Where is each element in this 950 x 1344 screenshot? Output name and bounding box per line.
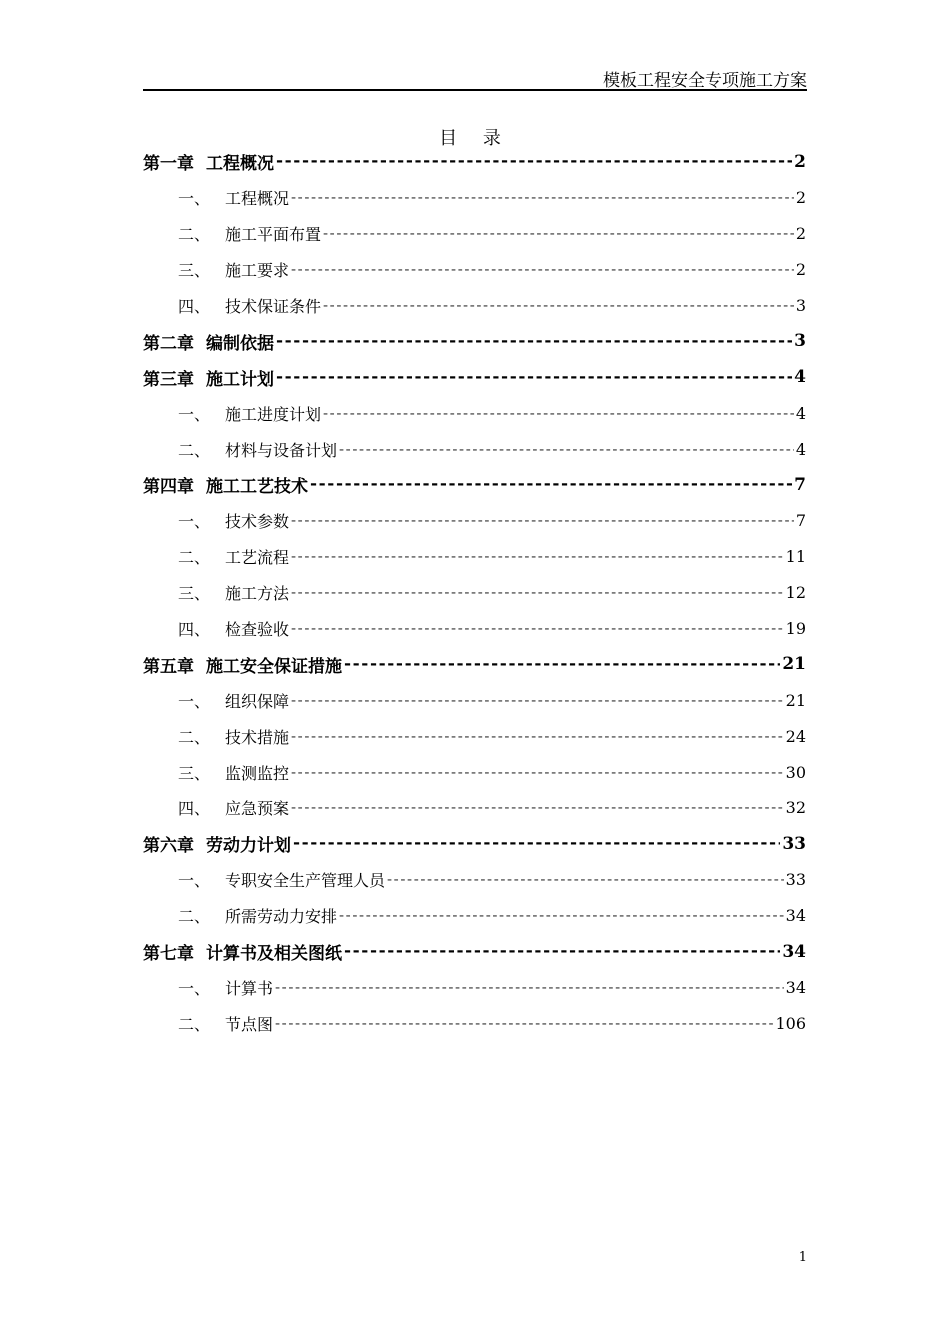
document-header-title: 模板工程安全专项施工方案 [603,71,807,91]
toc-entry-page: 24 [785,726,806,746]
toc-section-entry[interactable] [143,682,806,718]
toc-entry-page: 11 [785,547,806,567]
header-divider [143,89,807,91]
toc-entry-title [178,725,289,748]
toc-title: 目 录 [439,128,511,149]
toc-chapter-entry[interactable] [143,144,806,180]
toc-entry-label: 检查验收 [225,620,290,640]
toc-entry-page: 34 [782,941,806,962]
toc-entry-title [178,258,289,281]
toc-entry-title [178,1012,273,1035]
toc-dash-leader [291,800,784,815]
toc-entry-prefix: 一、 [178,871,211,891]
toc-entry-title [143,329,274,354]
toc-entry-label: 施工安全保证措施 [206,656,342,677]
toc-entry-prefix: 第七章 [143,944,194,965]
toc-section-entry[interactable] [143,862,806,898]
toc-entry-prefix: 第五章 [143,656,194,677]
toc-section-entry[interactable] [143,1005,806,1041]
toc-entry-page: 2 [794,151,806,172]
toc-entry-prefix: 四、 [178,620,211,640]
toc-dash-leader [387,872,784,887]
toc-entry-page: 32 [785,798,806,818]
toc-entry-label: 施工方法 [225,584,290,604]
toc-entry-title [178,402,321,425]
toc-entry-page: 3 [795,296,806,315]
toc-dash-leader [291,693,784,708]
toc-entry-title [178,796,289,819]
toc-entry-title [178,222,321,245]
toc-dash-leader [276,153,792,170]
toc-entry-label: 监测监控 [225,763,290,783]
toc-entry-label: 编制依据 [206,333,274,354]
toc-dash-leader [344,656,780,673]
toc-entry-prefix: 一、 [178,512,211,532]
toc-chapter-entry[interactable] [143,323,806,359]
toc-dash-leader [323,406,794,421]
toc-entry-label: 施工计划 [206,369,274,390]
toc-entry-prefix: 二、 [178,1014,211,1034]
toc-entry-page: 7 [794,474,806,495]
toc-entry-prefix: 三、 [178,261,211,281]
toc-entry-label: 组织保障 [225,691,290,711]
toc-entry-title [178,438,337,461]
table-of-contents [143,144,806,1041]
toc-entry-label: 劳动力计划 [206,836,291,857]
toc-dash-leader [276,369,792,386]
toc-entry-title [143,831,291,856]
toc-entry-label: 计算书 [225,978,274,998]
toc-dash-leader [291,549,784,564]
toc-dash-leader [323,298,794,313]
toc-entry-label: 技术参数 [225,512,290,532]
toc-dash-leader [293,835,780,852]
toc-entry-label: 应急预案 [225,799,290,819]
toc-entry-label: 施工工艺技术 [206,477,308,498]
toc-entry-page: 106 [775,1013,806,1033]
toc-dash-leader [291,190,794,205]
toc-entry-prefix: 一、 [178,978,211,998]
toc-entry-title [178,617,289,640]
toc-entry-prefix: 三、 [178,584,211,604]
toc-section-entry[interactable] [143,288,806,324]
toc-dash-leader [291,585,784,600]
toc-section-entry[interactable] [143,898,806,934]
toc-entry-prefix: 三、 [178,763,211,783]
toc-entry-prefix: 第四章 [143,477,194,498]
toc-dash-leader [291,765,784,780]
toc-section-entry[interactable] [143,969,806,1005]
toc-entry-prefix: 一、 [178,691,211,711]
toc-dash-leader [291,262,794,277]
toc-section-entry[interactable] [143,503,806,539]
toc-entry-label: 工程概况 [225,189,290,209]
toc-dash-leader [291,513,794,528]
toc-dash-leader [291,621,784,636]
page-number: 1 [798,1250,807,1265]
toc-entry-title [178,976,273,999]
toc-section-entry[interactable] [143,611,806,647]
toc-entry-label: 节点图 [225,1014,274,1034]
toc-section-entry[interactable] [143,754,806,790]
toc-entry-page: 19 [785,619,806,639]
toc-entry-label: 专职安全生产管理人员 [225,871,386,891]
toc-entry-prefix: 一、 [178,404,211,424]
toc-entry-page: 34 [785,977,806,997]
toc-chapter-entry[interactable] [143,359,806,395]
toc-entry-label: 工程概况 [206,154,274,175]
toc-entry-title [143,472,308,497]
toc-entry-prefix: 二、 [178,907,211,927]
toc-entry-label: 工艺流程 [225,548,290,568]
toc-entry-prefix: 一、 [178,189,211,209]
toc-entry-prefix: 二、 [178,727,211,747]
toc-section-entry[interactable] [143,216,806,252]
toc-chapter-entry[interactable] [143,646,806,682]
toc-entry-title [143,939,342,964]
toc-entry-label: 技术措施 [225,727,290,747]
toc-entry-title [178,509,289,532]
toc-entry-label: 施工要求 [225,261,290,281]
toc-entry-title [178,761,289,784]
toc-entry-title [143,149,274,174]
toc-entry-label: 计算书及相关图纸 [206,944,342,965]
toc-entry-page: 33 [782,833,806,854]
toc-entry-page: 21 [782,654,806,675]
toc-dash-leader [275,980,784,995]
toc-entry-page: 7 [795,511,806,531]
toc-entry-page: 12 [785,583,806,603]
toc-entry-title [178,545,289,568]
toc-entry-prefix: 二、 [178,440,211,460]
toc-entry-title [178,294,321,317]
toc-section-entry[interactable] [143,431,806,467]
toc-entry-label: 施工进度计划 [225,404,322,424]
toc-entry-page: 4 [795,439,806,459]
toc-section-entry[interactable] [143,575,806,611]
toc-entry-label: 材料与设备计划 [225,440,338,460]
toc-entry-title [178,581,289,604]
toc-entry-page: 4 [795,403,806,423]
toc-dash-leader [276,333,792,350]
toc-entry-title [178,904,337,927]
toc-chapter-entry[interactable] [143,934,806,970]
toc-entry-title [178,186,289,209]
toc-entry-page: 2 [795,224,806,244]
toc-section-entry[interactable] [143,395,806,431]
toc-entry-prefix: 二、 [178,548,211,568]
toc-entry-prefix: 第六章 [143,836,194,857]
toc-chapter-entry[interactable] [143,826,806,862]
toc-section-entry[interactable] [143,539,806,575]
toc-section-entry[interactable] [143,252,806,288]
toc-dash-leader [323,226,794,241]
toc-chapter-entry[interactable] [143,467,806,503]
toc-entry-label: 所需劳动力安排 [225,907,338,927]
toc-entry-page: 3 [794,331,806,352]
toc-entry-page: 2 [795,188,806,208]
toc-entry-page: 2 [795,260,806,280]
toc-dash-leader [339,442,794,457]
toc-entry-page: 30 [785,762,806,782]
toc-entry-title [178,689,289,712]
toc-dash-leader [339,908,784,923]
toc-section-entry[interactable] [143,718,806,754]
toc-entry-page: 34 [785,906,806,926]
toc-entry-label: 施工平面布置 [225,225,322,245]
toc-dash-leader [344,943,780,960]
toc-entry-prefix: 二、 [178,225,211,245]
toc-entry-prefix: 四、 [178,297,211,316]
toc-section-entry[interactable] [143,180,806,216]
toc-entry-page: 21 [785,690,806,710]
toc-dash-leader [275,1016,773,1031]
toc-dash-leader [291,729,784,744]
toc-entry-page: 4 [794,367,806,388]
toc-section-entry[interactable] [143,790,806,826]
toc-entry-title [143,365,274,390]
toc-entry-prefix: 第二章 [143,333,194,354]
toc-entry-prefix: 四、 [178,799,211,819]
toc-entry-label: 技术保证条件 [225,297,322,316]
toc-entry-title [143,652,342,677]
toc-entry-title [178,868,385,891]
toc-entry-prefix: 第一章 [143,154,194,175]
toc-entry-prefix: 第三章 [143,369,194,390]
toc-dash-leader [310,476,792,493]
toc-entry-page: 33 [785,870,806,890]
